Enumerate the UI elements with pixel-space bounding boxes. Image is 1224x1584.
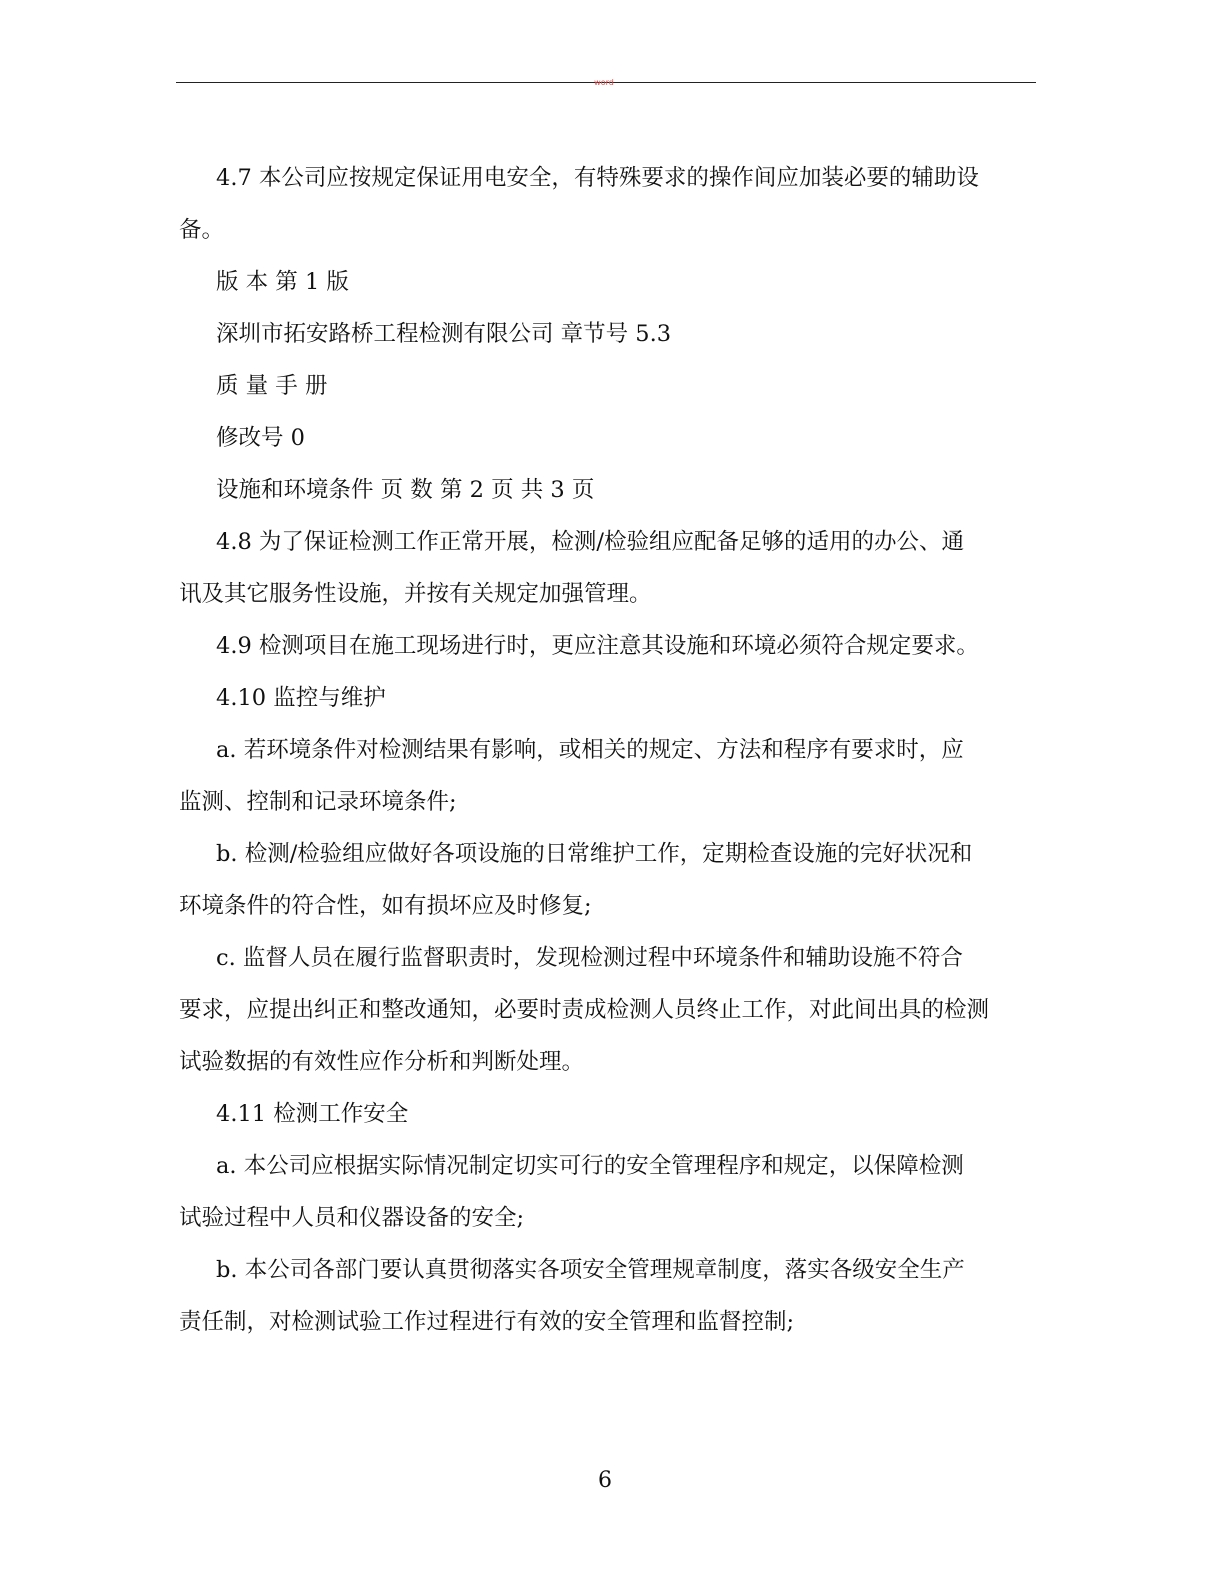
text-line: 要求，应提出纠正和整改通知，必要时责成检测人员终止工作，对此间出具的检测: [179, 997, 990, 1023]
text-line: 4.11 检测工作安全: [216, 1101, 409, 1127]
text-line: a. 本公司应根据实际情况制定切实可行的安全管理程序和规定，以保障检测: [216, 1153, 964, 1179]
text-line: 4.7 本公司应按规定保证用电安全，有特殊要求的操作间应加装必要的辅助设: [216, 165, 979, 191]
text-line: b. 检测/检验组应做好各项设施的日常维护工作，定期检查设施的完好状况和: [216, 841, 973, 867]
text-line: 环境条件的符合性，如有损坏应及时修复;: [179, 893, 592, 919]
document-body: [179, 152, 1039, 1348]
text-line: 深圳市拓安路桥工程检测有限公司 章节号 5.3: [216, 321, 672, 347]
text-line: 4.9 检测项目在施工现场进行时，更应注意其设施和环境必须符合规定要求。: [216, 633, 979, 659]
text-line: 修改号 0: [216, 425, 305, 451]
text-line: 试验过程中人员和仪器设备的安全;: [179, 1205, 525, 1231]
text-line: 责任制，对检测试验工作过程进行有效的安全管理和监督控制;: [179, 1309, 795, 1335]
text-line: 设施和环境条件 页 数 第 2 页 共 3 页: [216, 477, 595, 503]
text-line: 试验数据的有效性应作分析和判断处理。: [179, 1049, 585, 1075]
text-line: 备。: [179, 217, 225, 243]
text-line: 讯及其它服务性设施，并按有关规定加强管理。: [179, 581, 652, 607]
text-line: 质 量 手 册: [216, 373, 328, 399]
text-line: 4.8 为了保证检测工作正常开展，检测/检验组应配备足够的适用的办公、通: [216, 529, 965, 555]
page-number: 6: [598, 1468, 612, 1493]
text-line: 4.10 监控与维护: [216, 685, 386, 711]
text-line: b. 本公司各部门要认真贯彻落实各项安全管理规章制度，落实各级安全生产: [216, 1257, 965, 1283]
text-line: c. 监督人员在履行监督职责时，发现检测过程中环境条件和辅助设施不符合: [216, 945, 963, 971]
text-line: 监测、控制和记录环境条件;: [179, 789, 457, 815]
text-line: 版 本 第 1 版: [216, 269, 349, 295]
text-line: a. 若环境条件对检测结果有影响，或相关的规定、方法和程序有要求时，应: [216, 737, 964, 763]
header-watermark: word: [594, 78, 614, 87]
